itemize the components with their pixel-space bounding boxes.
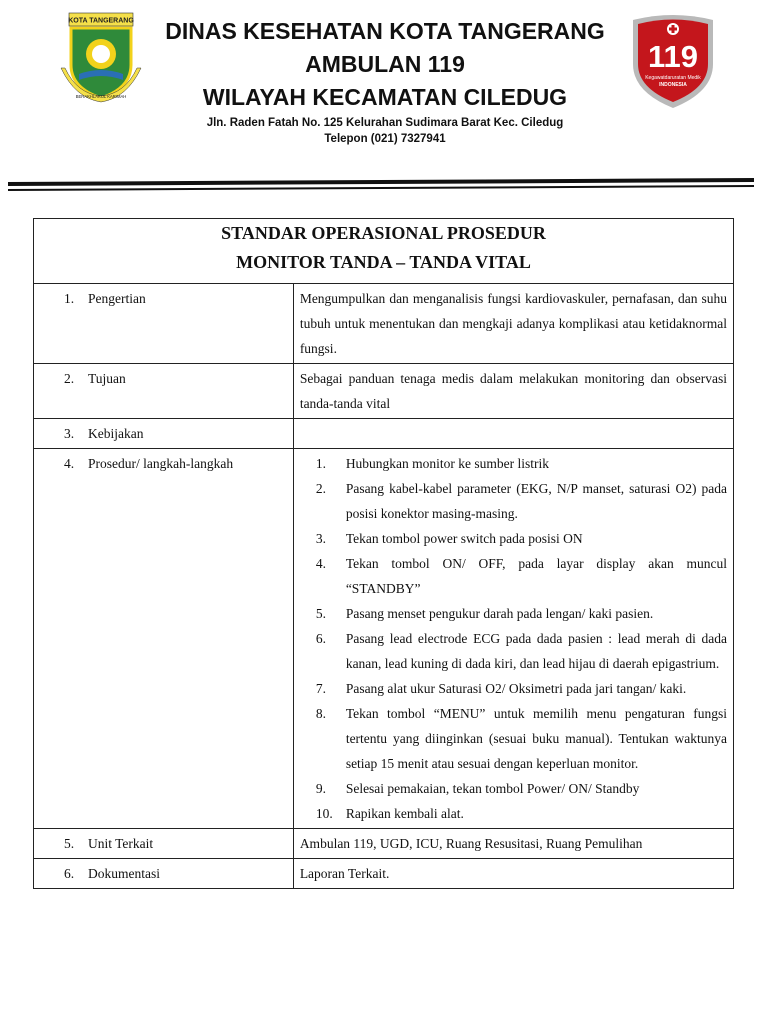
step-text: Tekan tombol power switch pada posisi ON (345, 531, 583, 546)
region-name: WILAYAH KECAMATAN CILEDUG (202, 84, 568, 110)
row-label-cell (34, 419, 294, 449)
row-label-cell (34, 829, 294, 859)
row-number: 4. (64, 456, 75, 471)
step-text: Selesai pemakaian, tekan tombol Power/ ON/ Standby (345, 781, 640, 796)
step-text: Tekan tombol “MENU” untuk memilih menu pengaturan fungsi tertentu yang diinginkan (sesuai buku manual). Tentukan waktunya setiap 15 menit atau sesuai dengan keperluan monitor. (345, 706, 727, 771)
list-item (300, 701, 727, 776)
ambulance-119-shield-icon (625, 12, 721, 110)
phone-text: Telepon (021) 7327941 (324, 133, 446, 145)
step-number: 7. (315, 681, 326, 696)
step-number: 2. (315, 481, 326, 496)
step-number: 10. (315, 806, 333, 821)
table-row (34, 419, 734, 449)
list-item (300, 801, 727, 826)
row-label: Pengertian (88, 291, 146, 306)
row-content (293, 419, 733, 449)
row-content: Ambulan 119, UGD, ICU, Ruang Resusitasi, Ruang Pemulihan (293, 829, 733, 859)
row-label-cell (34, 284, 294, 364)
step-number: 4. (315, 556, 326, 571)
sop-title-row (34, 219, 734, 284)
list-item (300, 551, 727, 601)
step-number: 9. (315, 781, 326, 796)
step-text: Rapikan kembali alat. (345, 806, 464, 821)
list-item (300, 776, 727, 801)
list-item (300, 626, 727, 676)
row-content: Sebagai panduan tenaga medis dalam melakukan monitoring dan observasi tanda-tanda vital (293, 364, 733, 419)
header-divider-thin (8, 185, 754, 190)
step-text: Tekan tombol ON/ OFF, pada layar display akan muncul “STANDBY” (345, 556, 727, 596)
letterhead (0, 0, 768, 190)
kota-tangerang-emblem-icon (55, 10, 147, 105)
row-number: 5. (64, 836, 75, 851)
row-label: Tujuan (88, 371, 126, 386)
sop-subtitle: MONITOR TANDA – TANDA VITAL (236, 252, 531, 272)
list-item (300, 601, 727, 626)
step-text: Pasang kabel-kabel parameter (EKG, N/P manset, saturasi O2) pada posisi konektor masing-masing. (345, 481, 727, 521)
row-label-cell (34, 859, 294, 889)
row-number: 1. (64, 291, 75, 306)
step-number: 8. (315, 706, 326, 721)
row-number: 6. (64, 866, 75, 881)
step-number: 1. (315, 456, 326, 471)
procedure-steps-list (300, 451, 727, 826)
table-row (34, 829, 734, 859)
address-text: Jln. Raden Fatah No. 125 Kelurahan Sudimara Barat Kec. Ciledug (206, 117, 564, 129)
step-number: 3. (315, 531, 326, 546)
table-row (34, 449, 734, 829)
step-number: 6. (315, 631, 326, 646)
table-row (34, 859, 734, 889)
shield-number: 119 (647, 39, 699, 74)
table-row (34, 364, 734, 419)
emblem-motto-text: BERAKHLAKUL KARIMAH (75, 94, 127, 99)
sop-title: STANDAR OPERASIONAL PROSEDUR (221, 223, 546, 243)
list-item (300, 451, 727, 476)
row-label: Dokumentasi (88, 866, 160, 881)
row-label: Kebijakan (88, 426, 144, 441)
row-label-cell (34, 449, 294, 829)
row-label: Unit Terkait (88, 836, 154, 851)
procedure-steps-cell (293, 449, 733, 829)
row-content: Laporan Terkait. (293, 859, 733, 889)
agency-name: DINAS KESEHATAN KOTA TANGERANG (165, 18, 605, 44)
service-name: AMBULAN 119 (305, 51, 465, 77)
table-row (34, 284, 734, 364)
step-number: 5. (315, 606, 326, 621)
list-item (300, 676, 727, 701)
emblem-banner-text: KOTA TANGERANG (68, 17, 134, 25)
step-text: Pasang menset pengukur darah pada lengan/ kaki pasien. (345, 606, 654, 621)
list-item (300, 526, 727, 551)
step-text: Hubungkan monitor ke sumber listrik (345, 456, 550, 471)
row-number: 2. (64, 371, 75, 386)
sop-table (33, 218, 734, 889)
shield-caption-line2: INDONESIA (659, 82, 687, 88)
list-item (300, 476, 727, 526)
step-text: Pasang lead electrode ECG pada dada pasien : lead merah di dada kanan, lead kuning di dada kiri, dan lead hijau di daerah epigastrium. (345, 631, 727, 671)
sop-title-cell (34, 219, 734, 284)
shield-caption-line1: Kegawatdaruratan Medik (645, 75, 701, 81)
row-number: 3. (64, 426, 75, 441)
row-content: Mengumpulkan dan menganalisis fungsi kardiovaskuler, pernafasan, dan suhu tubuh untuk menentukan dan mengkaji adanya komplikasi atau ketidaknormal fungsi. (293, 284, 733, 364)
step-text: Pasang alat ukur Saturasi O2/ Oksimetri pada jari tangan/ kaki. (345, 681, 687, 696)
row-label: Prosedur/ langkah-langkah (88, 456, 234, 471)
row-label-cell (34, 364, 294, 419)
